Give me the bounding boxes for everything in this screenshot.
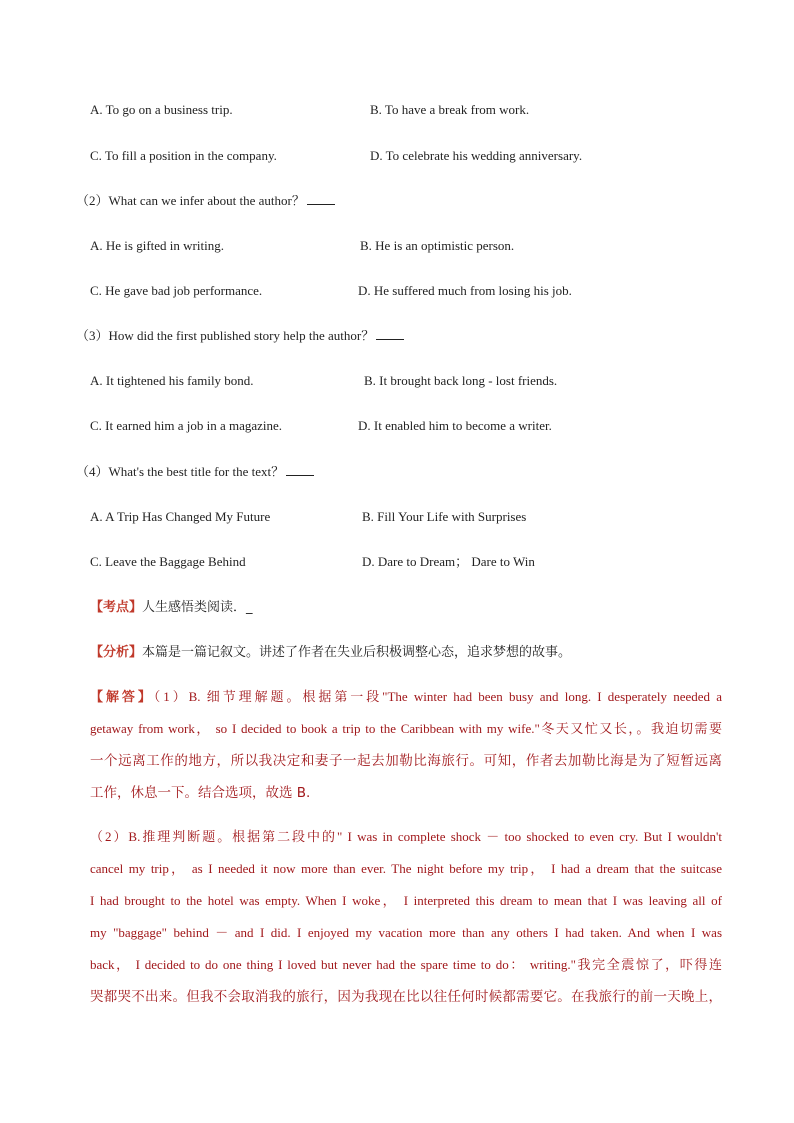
fenxi-text: 本篇是一篇记叙文。讲述了作者在失业后积极调整心态，追求梦想的故事。 xyxy=(142,645,572,660)
jieda-tag: 【解答】 xyxy=(90,690,154,705)
q3-option-d: D. It enabled him to become a writer. xyxy=(358,418,552,433)
q2-option-c: C. He gave bad job performance. xyxy=(90,283,263,298)
q4-option-d: D. Dare to Dream； Dare to Win xyxy=(362,554,535,569)
q4-options-row-2 xyxy=(90,552,730,572)
q3-options-row-1 xyxy=(90,371,730,391)
q2-options-row-1 xyxy=(90,236,730,256)
q1-option-c: C. To fill a position in the company. xyxy=(90,148,277,163)
q3-stem xyxy=(76,326,404,346)
q4-options-row-1 xyxy=(90,507,730,527)
jieda-p1-line-4: 工作，休息一下。结合选项，故选 B. xyxy=(90,785,311,801)
q1-option-b: B. To have a break from work. xyxy=(370,102,530,117)
q1-option-a: A. To go on a business trip. xyxy=(90,102,233,117)
q3-option-a: A. It tightened his family bond. xyxy=(90,373,254,388)
q1-options-row-1 xyxy=(90,100,730,120)
q3-option-b: B. It brought back long - lost friends. xyxy=(364,373,558,388)
q3-options-row-2 xyxy=(90,416,730,436)
q2-option-b: B. He is an optimistic person. xyxy=(360,238,515,253)
jieda-p2-line-1: （2）B.推理判断题。根据第二段中的" I was in complete shock － too shocked to even cry. But I wouldn't xyxy=(90,829,722,844)
q4-option-c: C. Leave the Baggage Behind xyxy=(90,554,246,569)
jieda-p1-line-1-text: （1）B. 细节理解题。根据第一段"The winter had been busy and long. I desperately needed a xyxy=(153,689,722,704)
q4-stem xyxy=(76,462,314,482)
jieda-p2-line-5: back， I decided to do one thing I loved but never had the spare time to do： writing."我完全震惊了，吓得连 xyxy=(90,957,722,972)
q3-option-c: C. It earned him a job in a magazine. xyxy=(90,418,283,433)
kaodian-text: 人生感悟类阅读．_ xyxy=(142,600,253,615)
q4-option-b: B. Fill Your Life with Surprises xyxy=(362,509,527,524)
fenxi-section xyxy=(90,642,730,663)
fenxi-tag: 【分析】 xyxy=(90,645,143,660)
kaodian-tag: 【考点】 xyxy=(90,600,143,615)
q2-option-a: A. He is gifted in writing. xyxy=(90,238,224,253)
kaodian-section xyxy=(90,597,730,618)
jieda-p2-line-3: I had brought to the hotel was empty. When I woke， I interpreted this dream to mean that I was leaving all of xyxy=(90,893,722,908)
q4-stem-text: （4）What's the best title for the text？ xyxy=(76,464,285,479)
q2-answer-blank xyxy=(307,192,335,205)
q4-option-a: A. A Trip Has Changed My Future xyxy=(90,509,271,524)
jieda-p2-line-2: cancel my trip， as I needed it now more than ever. The night before my trip， I had a dream that the suitcase xyxy=(90,861,722,876)
jieda-p2-line-6: 哭都哭不出来。但我不会取消我的旅行，因为我现在比以往任何时候都需要它。在我旅行的前一天晚上， xyxy=(90,989,722,1005)
q4-answer-blank xyxy=(286,463,314,476)
q2-stem-text: （2）What can we infer about the author？ xyxy=(76,193,305,208)
jieda-p2-line-4: my "baggage" behind － and I did. I enjoyed my vacation more than any others I had taken. And when I was xyxy=(90,925,722,940)
jieda-section xyxy=(90,681,722,1013)
jieda-p1-line-1 xyxy=(90,681,722,713)
jieda-p1-line-2: getaway from work， so I decided to book a trip to the Caribbean with my wife."冬天又忙又长，。我迫切需要 xyxy=(90,721,722,736)
q1-options-row-2 xyxy=(90,146,730,166)
q2-option-d: D. He suffered much from losing his job. xyxy=(358,283,572,298)
q3-answer-blank xyxy=(376,327,404,340)
jieda-p1-line-3: 一个远离工作的地方，所以我决定和妻子一起去加勒比海旅行。可知，作者去加勒比海是为了短暂远离 xyxy=(90,753,722,769)
q2-stem xyxy=(76,191,335,211)
q2-options-row-2 xyxy=(90,281,730,301)
q1-option-d: D. To celebrate his wedding anniversary. xyxy=(370,148,583,163)
q3-stem-text: （3）How did the first published story help the author？ xyxy=(76,328,375,343)
